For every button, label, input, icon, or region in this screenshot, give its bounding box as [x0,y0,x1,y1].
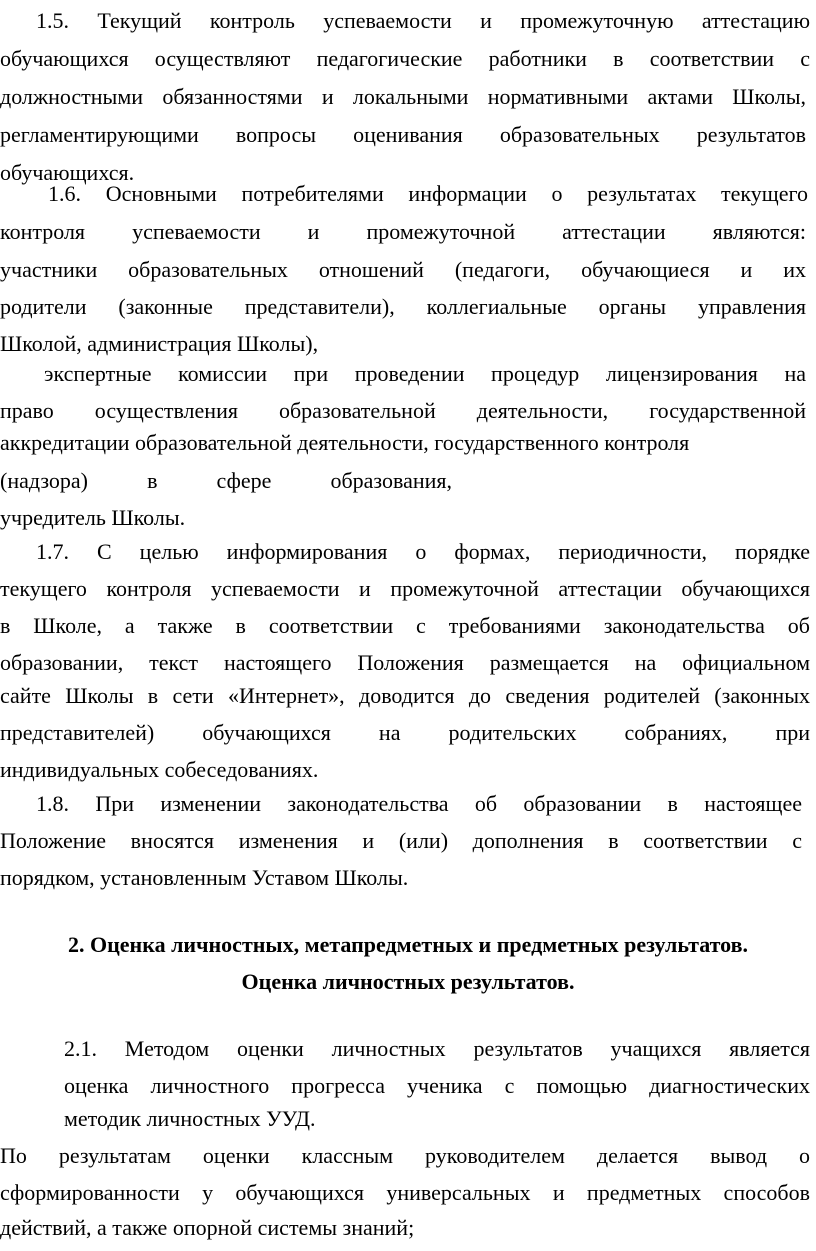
text-line: обучающихся осуществляют педагогические работники в соответствии с [0,46,810,71]
text-line: порядком, установленным Уставом Школы. [0,865,409,890]
text-line: образовании, текст настоящего Положения размещается на официальном [0,650,810,675]
text-line: Положение вносятся изменения и (или) дополнения в соответствии с [0,828,802,853]
text-line: аккредитации образовательной деятельности, государственного контроля [0,430,690,455]
text-line: Школой, администрация Школы), [0,331,319,356]
text-line: индивидуальных собеседованиях. [0,757,319,782]
text-line: 1.7. С целью информирования о формах, периодичности, порядке [36,539,810,564]
text-line: сайте Школы в сети «Интернет», доводится до сведения родителей (законных [0,683,810,708]
text-line: По результатам оценки классным руководителем делается вывод о [0,1143,810,1168]
text-line: представителей) обучающихся на родительских собраниях, при [0,720,810,745]
text-line: родители (законные представители), коллегиальные органы управления [0,294,806,319]
text-line: право осуществления образовательной деятельности, государственной [0,398,806,423]
text-line: текущего контроля успеваемости и промежуточной аттестации обучающихся [0,576,810,601]
text-line: (надзора) в сфере образования, [0,468,452,493]
text-line: участники образовательных отношений (педагоги, обучающиеся и их [0,257,806,282]
text-line: в Школе, а также в соответствии с требованиями законодательства об [0,613,810,638]
section-title: 2. Оценка личностных, метапредметных и предметных результатов. [68,932,748,957]
text-line: регламентирующими вопросы оценивания образовательных результатов [0,122,806,147]
text-line: 2.1. Методом оценки личностных результатов учащихся является [64,1036,810,1061]
text-line: обучающихся. [0,160,135,185]
section-subtitle: Оценка личностных результатов. [241,969,575,994]
text-line: экспертные комиссии при проведении процедур лицензирования на [44,361,806,386]
text-line: методик личностных УУД. [64,1106,316,1131]
text-line: 1.8. При изменении законодательства об образовании в настоящее [36,791,802,816]
text-line: контроля успеваемости и промежуточной аттестации являются: [0,219,806,244]
text-line: сформированности у обучающихся универсальных и предметных способов [0,1180,810,1205]
text-line: оценка личностного прогресса ученика с помощью диагностических [64,1073,810,1098]
text-line: учредитель Школы. [0,505,186,530]
text-line: действий, а также опорной системы знаний; [0,1215,415,1240]
text-line: 1.6. Основными потребителями информации о результатах текущего [48,181,808,206]
text-line: 1.5. Текущий контроль успеваемости и промежуточную аттестацию [36,8,810,33]
text-line: должностными обязанностями и локальными нормативными актами Школы, [0,84,806,109]
